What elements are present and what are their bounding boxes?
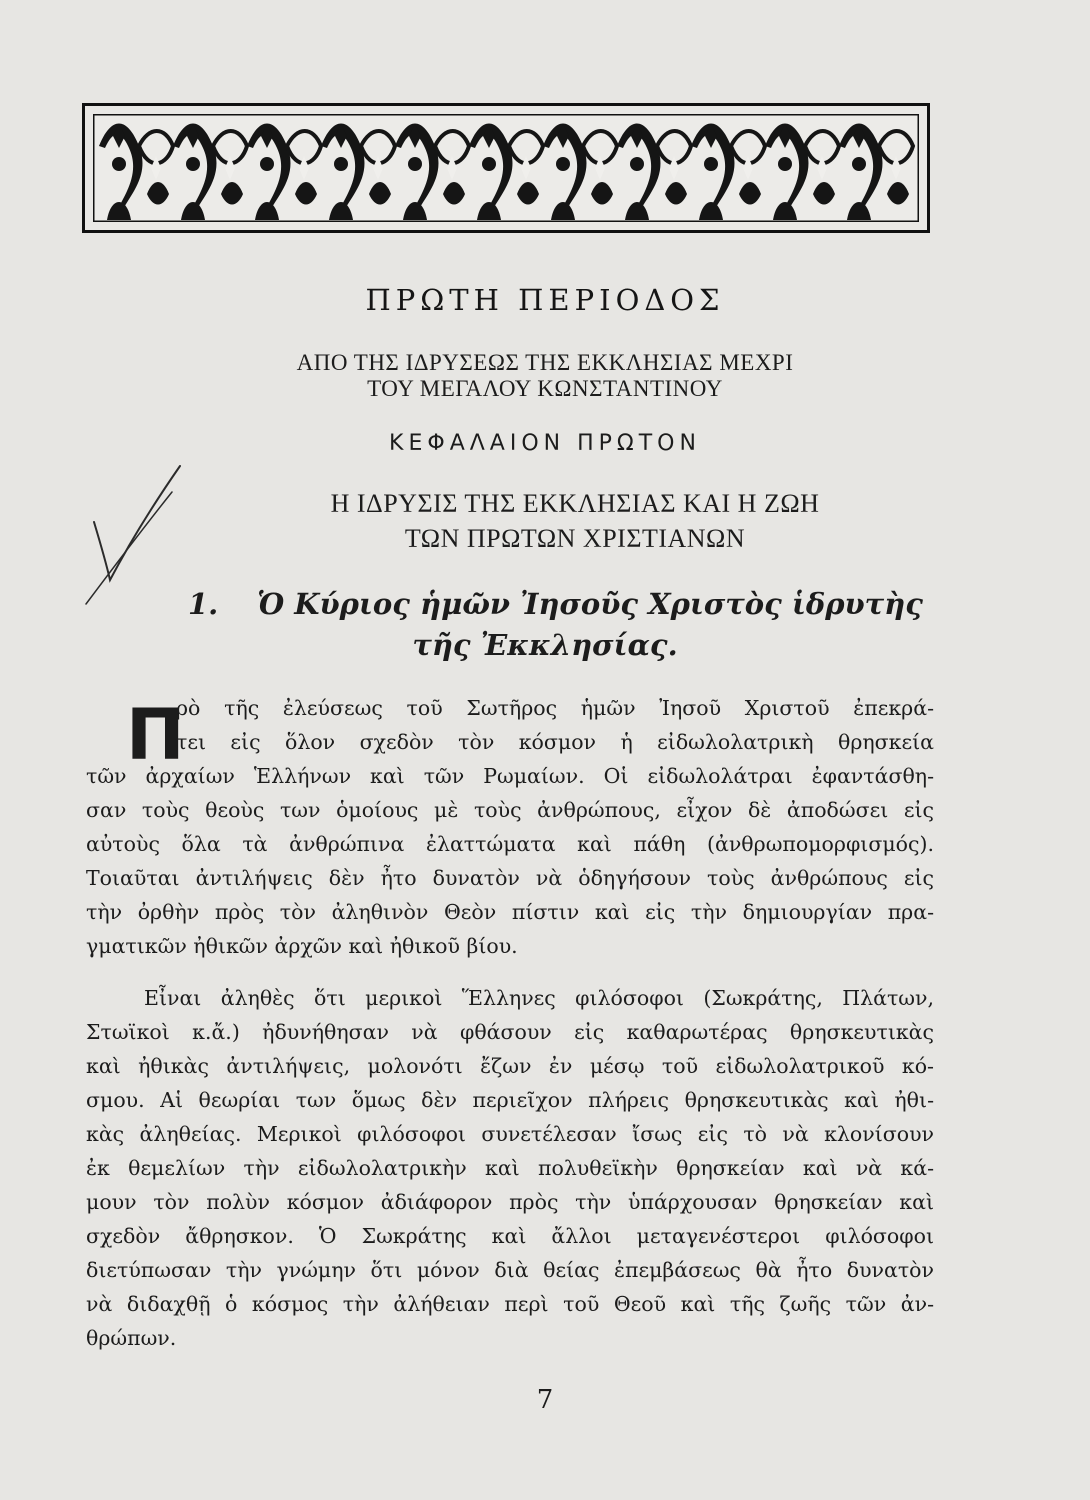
paragraph2-line: μουν τὸν πολὺν κόσμον ἀδιάφορον πρὸς τὴν ὑπάρχουσαν θρησκείαν καὶ [86,1190,934,1214]
paragraph2-line: ἐκ θεμελίων τὴν εἰδωλολατρικὴν καὶ πολυθεϊκὴν θρησκείαν καὶ νὰ κά- [86,1156,934,1180]
period-subtitle-line1: ΑΠΟ ΤΗΣ ΙΔΡΥΣΕΩΣ ΤΗΣ ΕΚΚΛΗΣΙΑΣ ΜΕΧΡΙ [296,350,794,375]
drop-cap: Π [126,694,185,776]
paragraph1-line: γματικῶν ἠθικῶν ἀρχῶν καὶ ἠθικοῦ βίου. [86,934,518,958]
paragraph2-line: σχεδὸν ἄθρησκον. Ὁ Σωκράτης καὶ ἄλλοι μεταγενέστεροι φιλόσοφοι [86,1224,934,1248]
paragraph2-line: κὰς ἀληθείας. Μερικοὶ φιλόσοφοι συνετέλεσαν ἴσως εἰς τὸ νὰ κλονίσουν [86,1122,934,1146]
paragraph2-line: Εἶναι ἀληθὲς ὅτι μερικοὶ Ἕλληνες φιλόσοφοι (Σωκράτης, Πλάτων, [144,986,934,1010]
paragraph2-line: σμου. Αἱ θεωρίαι των ὅμως δὲν περιεῖχον πλήρεις θρησκευτικὰς καὶ ἠθι- [86,1088,934,1112]
period-subtitle-line2: ΤΟΥ ΜΕΓΑΛΟΥ ΚΩΝΣΤΑΝΤΙΝΟΥ [367,376,723,401]
chapter-label: ΚΕΦΑΛΑΙΟΝ ΠΡΩΤΟΝ [389,431,701,456]
section-number: 1. [188,587,219,621]
paragraph2-line: νὰ διδαχθῇ ὁ κόσμος τὴν ἀλήθειαν περὶ τοῦ Θεοῦ καὶ τῆς ζωῆς τῶν ἀν- [86,1292,934,1316]
paragraph1-line: τει εἰς ὅλον σχεδὸν τὸν κόσμον ἡ εἰδωλολατρικὴ θρησκεία [176,730,934,754]
ornament-pattern-image [93,114,919,222]
chapter-title-line2: ΤΩΝ ΠΡΩΤΩΝ ΧΡΙΣΤΙΑΝΩΝ [404,524,746,553]
paragraph1-line: τῶν ἀρχαίων Ἑλλήνων καὶ τῶν Ρωμαίων. Οἱ εἰδωλολάτραι ἐφαντάσθη- [86,764,934,788]
paragraph1-line: ρὸ τῆς ἐλεύσεως τοῦ Σωτῆρος ἡμῶν Ἰησοῦ Χριστοῦ ἐπεκρά- [176,696,934,720]
paragraph1-line: αὐτοὺς ὅλα τὰ ἀνθρώπινα ἐλαττώματα καὶ πάθη (ἀνθρωπομορφισμός). [86,832,934,856]
paragraph2-line: Στωϊκοὶ κ.ἄ.) ἠδυνήθησαν νὰ φθάσουν εἰς καθαρωτέρας θρησκευτικὰς [86,1020,934,1044]
paragraph2-line: διετύπωσαν τὴν γνώμην ὅτι μόνον διὰ θείας ἐπεμβάσεως θὰ ἦτο δυνατὸν [86,1258,934,1282]
ornamental-header-band [82,103,930,233]
paragraph1-line: σαν τοὺς θεοὺς των ὁμοίους μὲ τοὺς ἀνθρώπους, εἶχον δὲ ἀποδώσει εἰς [86,798,934,822]
period-title: ΠΡΩΤΗ ΠΕΡΙΟΔΟΣ [365,283,725,317]
paragraph1-line: Τοιαῦται ἀντιλήψεις δὲν ἦτο δυνατὸν νὰ ὁδηγήσουν τοὺς ἀνθρώπους εἰς [86,866,934,890]
chapter-title-line1: Η ΙΔΡΥΣΙΣ ΤΗΣ ΕΚΚΛΗΣΙΑΣ ΚΑΙ Η ΖΩΗ [330,489,820,518]
paragraph2-line: θρώπων. [86,1326,177,1350]
section-title-line2: τῆς Ἐκκλησίας. [412,628,678,662]
section-title-line1: Ὁ Κύριος ἡμῶν Ἰησοῦς Χριστὸς ἱδρυτὴς [257,587,923,621]
paragraph1-line: τὴν ὀρθὴν πρὸς τὸν ἀληθινὸν Θεὸν πίστιν καὶ εἰς τὴν δημιουργίαν πρα- [86,900,934,924]
paragraph2-line: καὶ ἠθικὰς ἀντιλήψεις, μολονότι ἔζων ἐν μέσῳ τοῦ εἰδωλολατρικοῦ κό- [86,1054,934,1078]
page-number: 7 [536,1385,554,1415]
